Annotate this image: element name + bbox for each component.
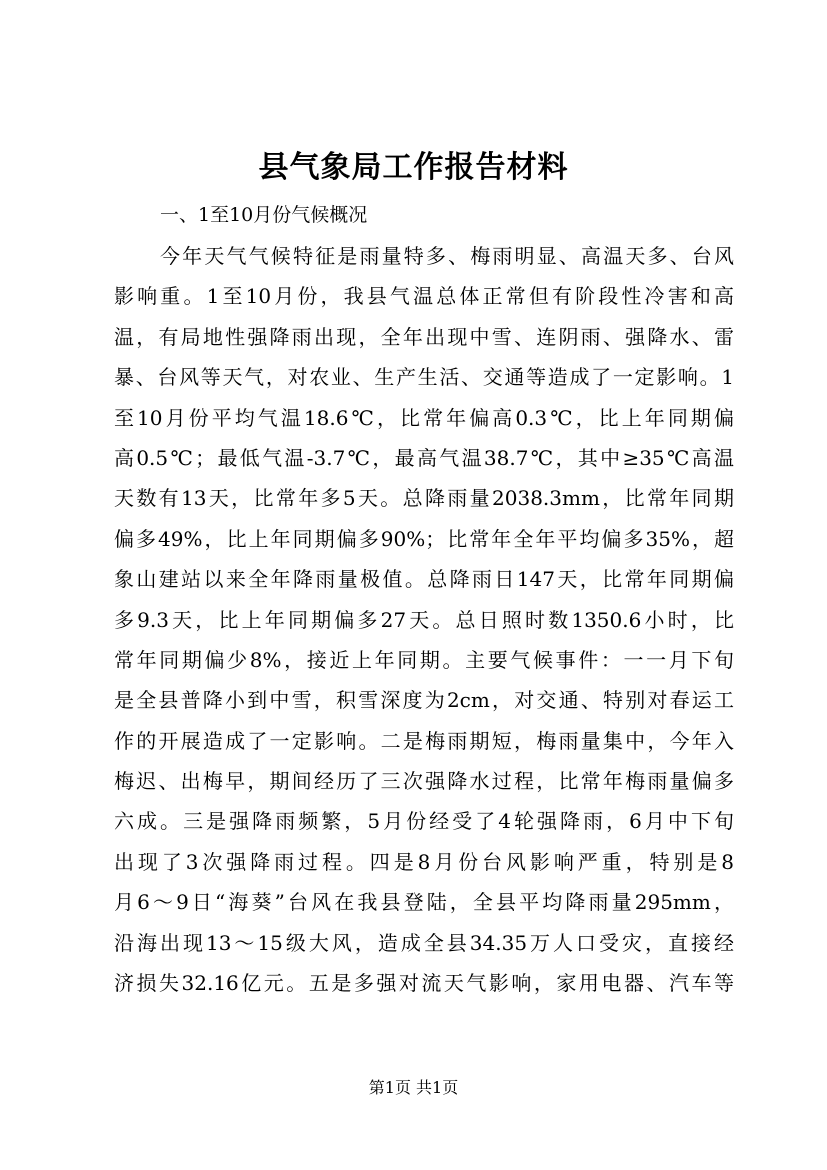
body-line: 多9.3天，比上年同期偏多27天。总日照时数1350.6小时，比 xyxy=(114,607,734,632)
body-text xyxy=(114,236,734,1003)
body-line: 作的开展造成了一定影响。二是梅雨期短，梅雨量集中，今年入 xyxy=(114,728,734,753)
body-line: 偏多49%，比上年同期偏多90%；比常年全年平均偏多35%，超 xyxy=(114,526,734,551)
body-line: 六成。三是强降雨频繁，5月份经受了4轮强降雨，6月中下旬 xyxy=(114,809,734,834)
body-line: 今年天气气候特征是雨量特多、梅雨明显、高温天多、台风 xyxy=(160,244,734,268)
section-heading: 一、1至10月份气候概况 xyxy=(160,204,368,226)
body-line: 出现了3次强降雨过程。四是8月份台风影响严重，特别是8 xyxy=(114,849,734,874)
body-line: 暴、台风等天气，对农业、生产生活、交通等造成了一定影响。1 xyxy=(114,365,734,390)
body-line: 温，有局地性强降雨出现，全年出现中雪、连阴雨、强降水、雷 xyxy=(114,324,734,349)
body-line: 至10月份平均气温18.6℃，比常年偏高0.3℃，比上年同期偏 xyxy=(114,405,734,430)
body-line: 月6～9日“海葵”台风在我县登陆，全县平均降雨量295mm， xyxy=(114,890,734,915)
body-line: 济损失32.16亿元。五是多强对流天气影响，家用电器、汽车等 xyxy=(114,971,734,996)
body-line: 象山建站以来全年降雨量极值。总降雨日147天，比常年同期偏 xyxy=(114,567,734,592)
body-line: 常年同期偏少8%，接近上年同期。主要气候事件：一一月下旬 xyxy=(114,647,734,672)
body-line: 梅迟、出梅早，期间经历了三次强降水过程，比常年梅雨量偏多 xyxy=(114,769,734,794)
body-line: 是全县普降小到中雪，积雪深度为2cm，对交通、特别对春运工 xyxy=(114,688,734,713)
page-footer: 第1页 共1页 xyxy=(368,1078,459,1097)
body-line: 影响重。1至10月份，我县气温总体正常但有阶段性冷害和高 xyxy=(114,284,734,309)
document-title: 县气象局工作报告材料 xyxy=(258,150,569,185)
body-line: 高0.5℃；最低气温-3.7℃，最高气温38.7℃，其中≥35℃高温 xyxy=(114,445,734,470)
body-line: 天数有13天，比常年多5天。总降雨量2038.3mm，比常年同期 xyxy=(114,486,734,511)
body-line: 沿海出现13～15级大风，造成全县34.35万人口受灾，直接经 xyxy=(114,930,734,955)
